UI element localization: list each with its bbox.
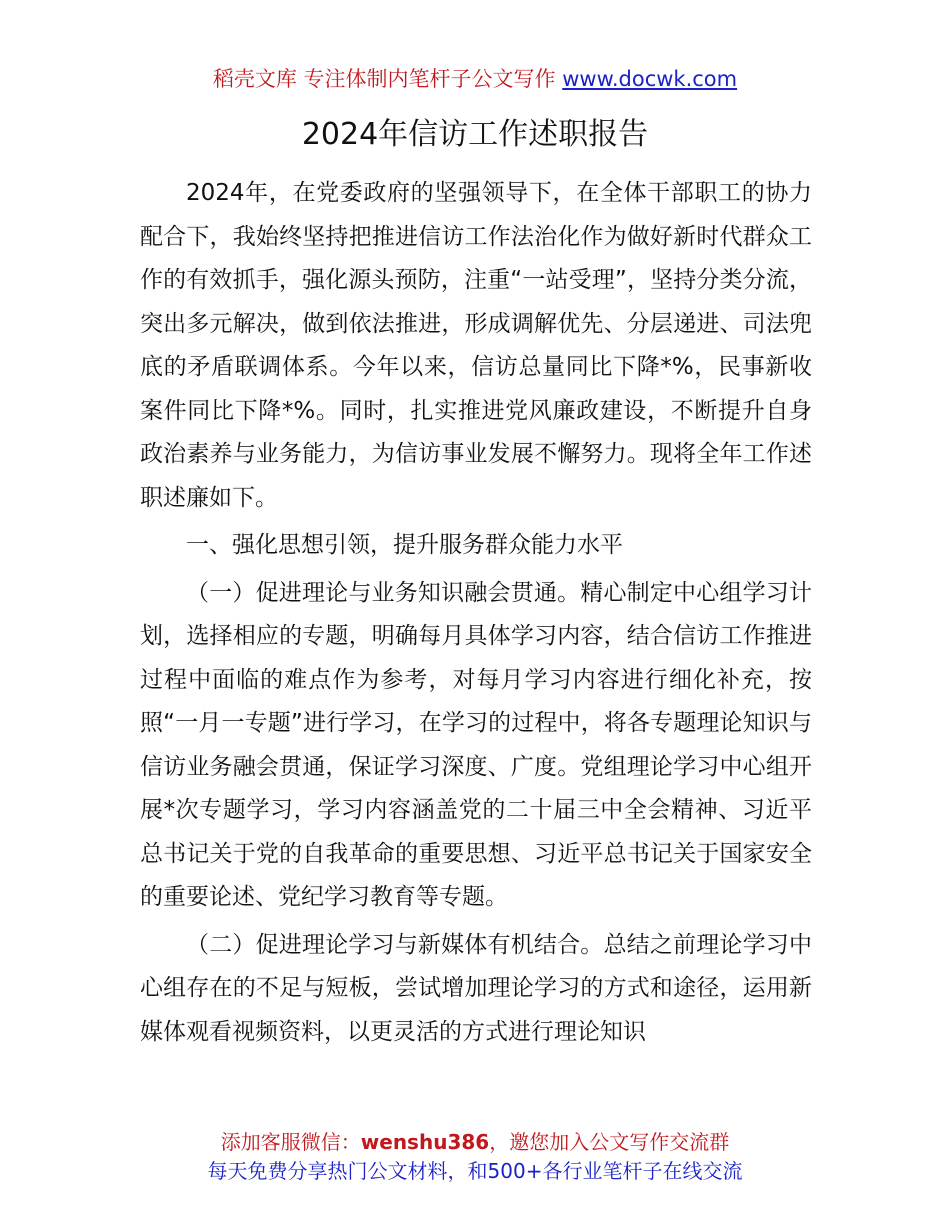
footer-banner: [0, 1128, 950, 1186]
footer-line-2: 每天免费分享热门公文材料，和500+各行业笔杆子在线交流: [207, 1159, 743, 1183]
site-link[interactable]: www.docwk.com: [562, 67, 738, 91]
paragraph-subsection-1: （一）促进理论与业务知识融会贯通。精心制定中心组学习计划，选择相应的专题，明确每月具体学习内容，结合信访工作推进过程中面临的难点作为参考，对每月学习内容进行细化补充，按照“一月一专题”进行学习，在学习的过程中，将各专题理论知识与信访业务融会贯通，保证学习深度、广度。党组理论学习中心组开展*次专题学习，学习内容涵盖党的二十届三中全会精神、习近平总书记关于党的自我革命的重要思想、习近平总书记关于国家安全的重要论述、党纪学习教育等专题。: [140, 579, 812, 910]
wechat-id: wenshu386: [360, 1130, 490, 1154]
section-heading-1: 一、强化思想引领，提升服务群众能力水平: [186, 532, 623, 558]
document-body: [140, 172, 812, 1058]
footer-line-1: [0, 1128, 950, 1157]
footer-suffix: ，邀您加入公文写作交流群: [489, 1130, 730, 1154]
footer-prefix: 添加客服微信：: [220, 1130, 361, 1154]
brand-tagline: 稻壳文库 专注体制内笔杆子公文写作: [212, 67, 556, 91]
paragraph-intro: 2024年，在党委政府的坚强领导下，在全体干部职工的协力配合下，我始终坚持把推进信访工作法治化作为做好新时代群众工作的有效抓手，强化源头预防，注重“一站受理”，坚持分类分流，突出多元解决，做到依法推进，形成调解优先、分层递进、司法兜底的矛盾联调体系。今年以来，信访总量同比下降*%，民事新收案件同比下降*%。同时，扎实推进党风廉政建设，不断提升自身政治素养与业务能力，为信访事业发展不懈努力。现将全年工作述职述廉如下。: [140, 180, 812, 511]
paragraph-subsection-2: （二）促进理论学习与新媒体有机结合。总结之前理论学习中心组存在的不足与短板，尝试增加理论学习的方式和途径，运用新媒体观看视频资料，以更灵活的方式进行理论知识: [140, 931, 812, 1045]
document-title: 2024年信访工作述职报告: [301, 117, 649, 152]
header-banner: [0, 64, 950, 94]
